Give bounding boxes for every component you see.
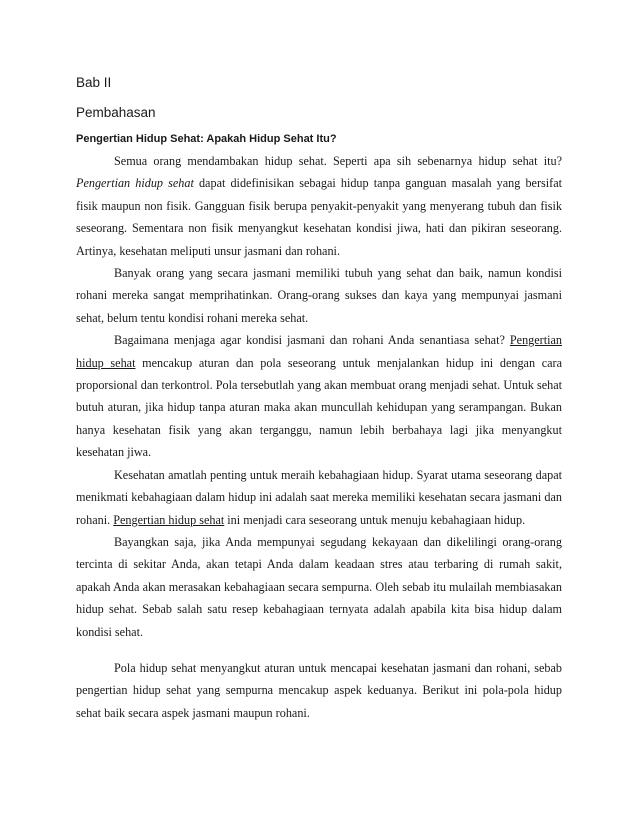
paragraph-3 [76, 329, 562, 463]
paragraph-gap [76, 643, 562, 657]
paragraph-4-link-term[interactable]: Pengertian hidup sehat [113, 512, 225, 527]
paragraph-2: Banyak orang yang secara jasmani memiliki tubuh yang sehat dan baik, namun kondisi rohani mereka sangat memprihatinkan. Orang-orang sukses dan kaya yang mempunyai jasmani sehat, belum tentu kondisi rohani mereka sehat. [76, 266, 562, 325]
paragraph-1-text-c: dapat didefinisikan sebagai hidup tanpa ganguan masalah yang bersifat fisik maupun non fisik. Gangguan fisik berupa penyakit-penyakit yang menyerang tubuh dan fisik seseorang. Sementara non fisik menyangkut kesehatan kondisi jiwa, hati dan pikiran seseorang. Artinya, kesehatan meliputi unsur jasmani dan rohani. [76, 176, 562, 258]
paragraph-3-text-c: mencakup aturan dan pola seseorang untuk menjalankan hidup ini dengan cara proporsional dan terkontrol. Pola tersebutlah yang akan membuat orang menjadi sehat. Untuk sehat butuh aturan, jika hidup tanpa aturan maka akan muncullah kehidupan yang serampangan. Bukan hanya kesehatan fisik yang akan terganggu, namun lebih berbahaya lagi jika menyangkut kesehatan jiwa. [76, 355, 562, 460]
paragraph-4 [76, 464, 562, 531]
paragraph-5: Bayangkan saja, jika Anda mempunyai segudang kekayaan dan dikelilingi orang-orang tercinta di sekitar Anda, akan tetapi Anda dalam keadaan stres atau terbaring di rumah sakit, apakah Anda akan merasakan kebahagiaan secara sempurna. Oleh sebab itu mulailah membiasakan hidup sehat. Sebab salah satu resep kebahagiaan ternyata adalah apabila kita bisa hidup dalam kondisi sehat. [76, 534, 562, 639]
paragraph-3-link-term[interactable]: Pengertian hidup sehat [76, 333, 562, 370]
subsection-heading: Pengertian Hidup Sehat: Apakah Hidup Sehat Itu? [76, 133, 337, 145]
paragraph-1-italic-term: Pengertian hidup sehat [76, 176, 194, 191]
paragraph-3-text-a: Bagaimana menjaga agar kondisi jasmani dan rohani Anda senantiasa sehat? [114, 333, 510, 348]
paragraph-4-text-a: Kesehatan amatlah penting untuk meraih kebahagiaan hidup. Syarat utama seseorang dapat menikmati kebahagiaan dalam hidup ini adalah saat mereka memiliki kesehatan secara jasmani dan rohani. [76, 467, 562, 527]
section-heading: Pembahasan [76, 105, 156, 120]
paragraph-1 [76, 150, 562, 262]
paragraph-6: Pola hidup sehat menyangkut aturan untuk mencapai kesehatan jasmani dan rohani, sebab pengertian hidup sehat yang sempurna mencakup aspek keduanya. Berikut ini pola-pola hidup sehat baik secara aspek jasmani maupun rohani. [76, 660, 562, 720]
paragraph-1-text-a: Semua orang mendambakan hidup sehat. Seperti apa sih sebenarnya hidup sehat itu? [114, 154, 562, 168]
paragraph-4-text-c: ini menjadi cara seseorang untuk menuju kebahagiaan hidup. [224, 512, 526, 527]
chapter-heading: Bab II [76, 75, 112, 90]
